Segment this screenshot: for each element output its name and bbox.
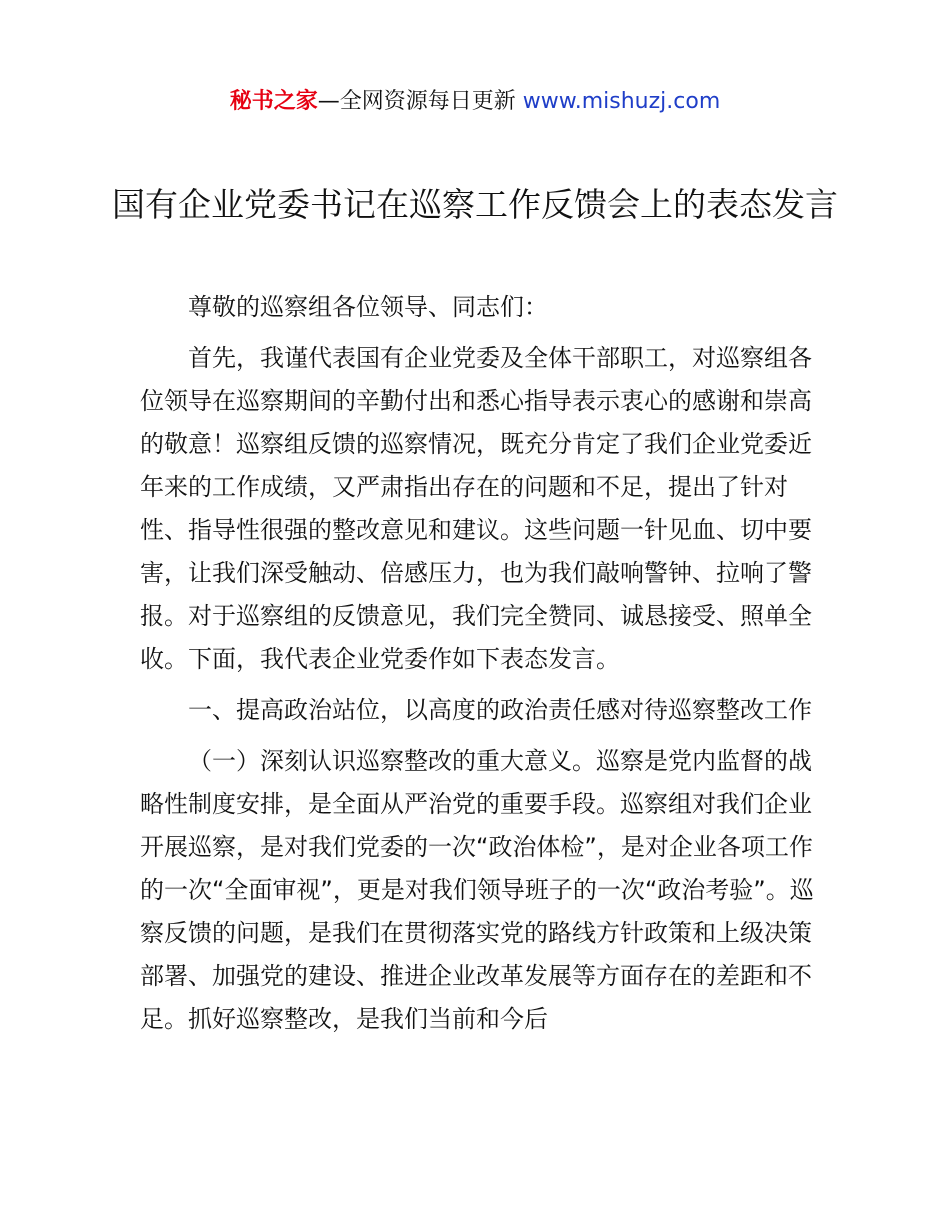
header-tagline: —全网资源每日更新 — [317, 89, 516, 114]
salutation-paragraph: 尊敬的巡察组各位领导、同志们： — [188, 293, 548, 321]
subsection-paragraph-1: （一）深刻认识巡察整改的重大意义。巡察是党内监督的战略性制度安排，是全面从严治党的重要手段。巡察组对我们企业开展巡察，是对我们党委的一次“政治体检”，是对企业各项工作的一次“全面审视”，更是对我们领导班子的一次“政治考验”。巡察反馈的问题，是我们在贯彻落实党的路线方针政策和上级决策部署、加强党的建设、推进企业改革发展等方面存在的差距和不足。抓好巡察整改，是我们当前和今后 — [140, 747, 814, 1033]
opening-paragraph: 首先，我谨代表国有企业党委及全体干部职工，对巡察组各位领导在巡察期间的辛勤付出和悉心指导表示衷心的感谢和崇高的敬意！巡察组反馈的巡察情况，既充分肯定了我们企业党委近年来的工作成绩，又严肃指出存在的问题和不足，提出了针对性、指导性很强的整改意见和建议。这些问题一针见血、切中要害，让我们深受触动、倍感压力，也为我们敲响警钟、拉响了警报。对于巡察组的反馈意见，我们完全赞同、诚恳接受、照单全收。下面，我代表企业党委作如下表态发言。 — [140, 344, 812, 673]
section-heading-1: 一、提高政治站位，以高度的政治责任感对待巡察整改工作 — [188, 696, 812, 724]
document-body — [140, 286, 830, 1045]
document-title: 国有企业党委书记在巡察工作反馈会上的表态发言 — [112, 185, 838, 224]
brand-name: 秘书之家 — [229, 89, 318, 114]
site-header — [0, 86, 950, 118]
site-url-link[interactable]: www.mishuzj.com — [522, 89, 721, 114]
